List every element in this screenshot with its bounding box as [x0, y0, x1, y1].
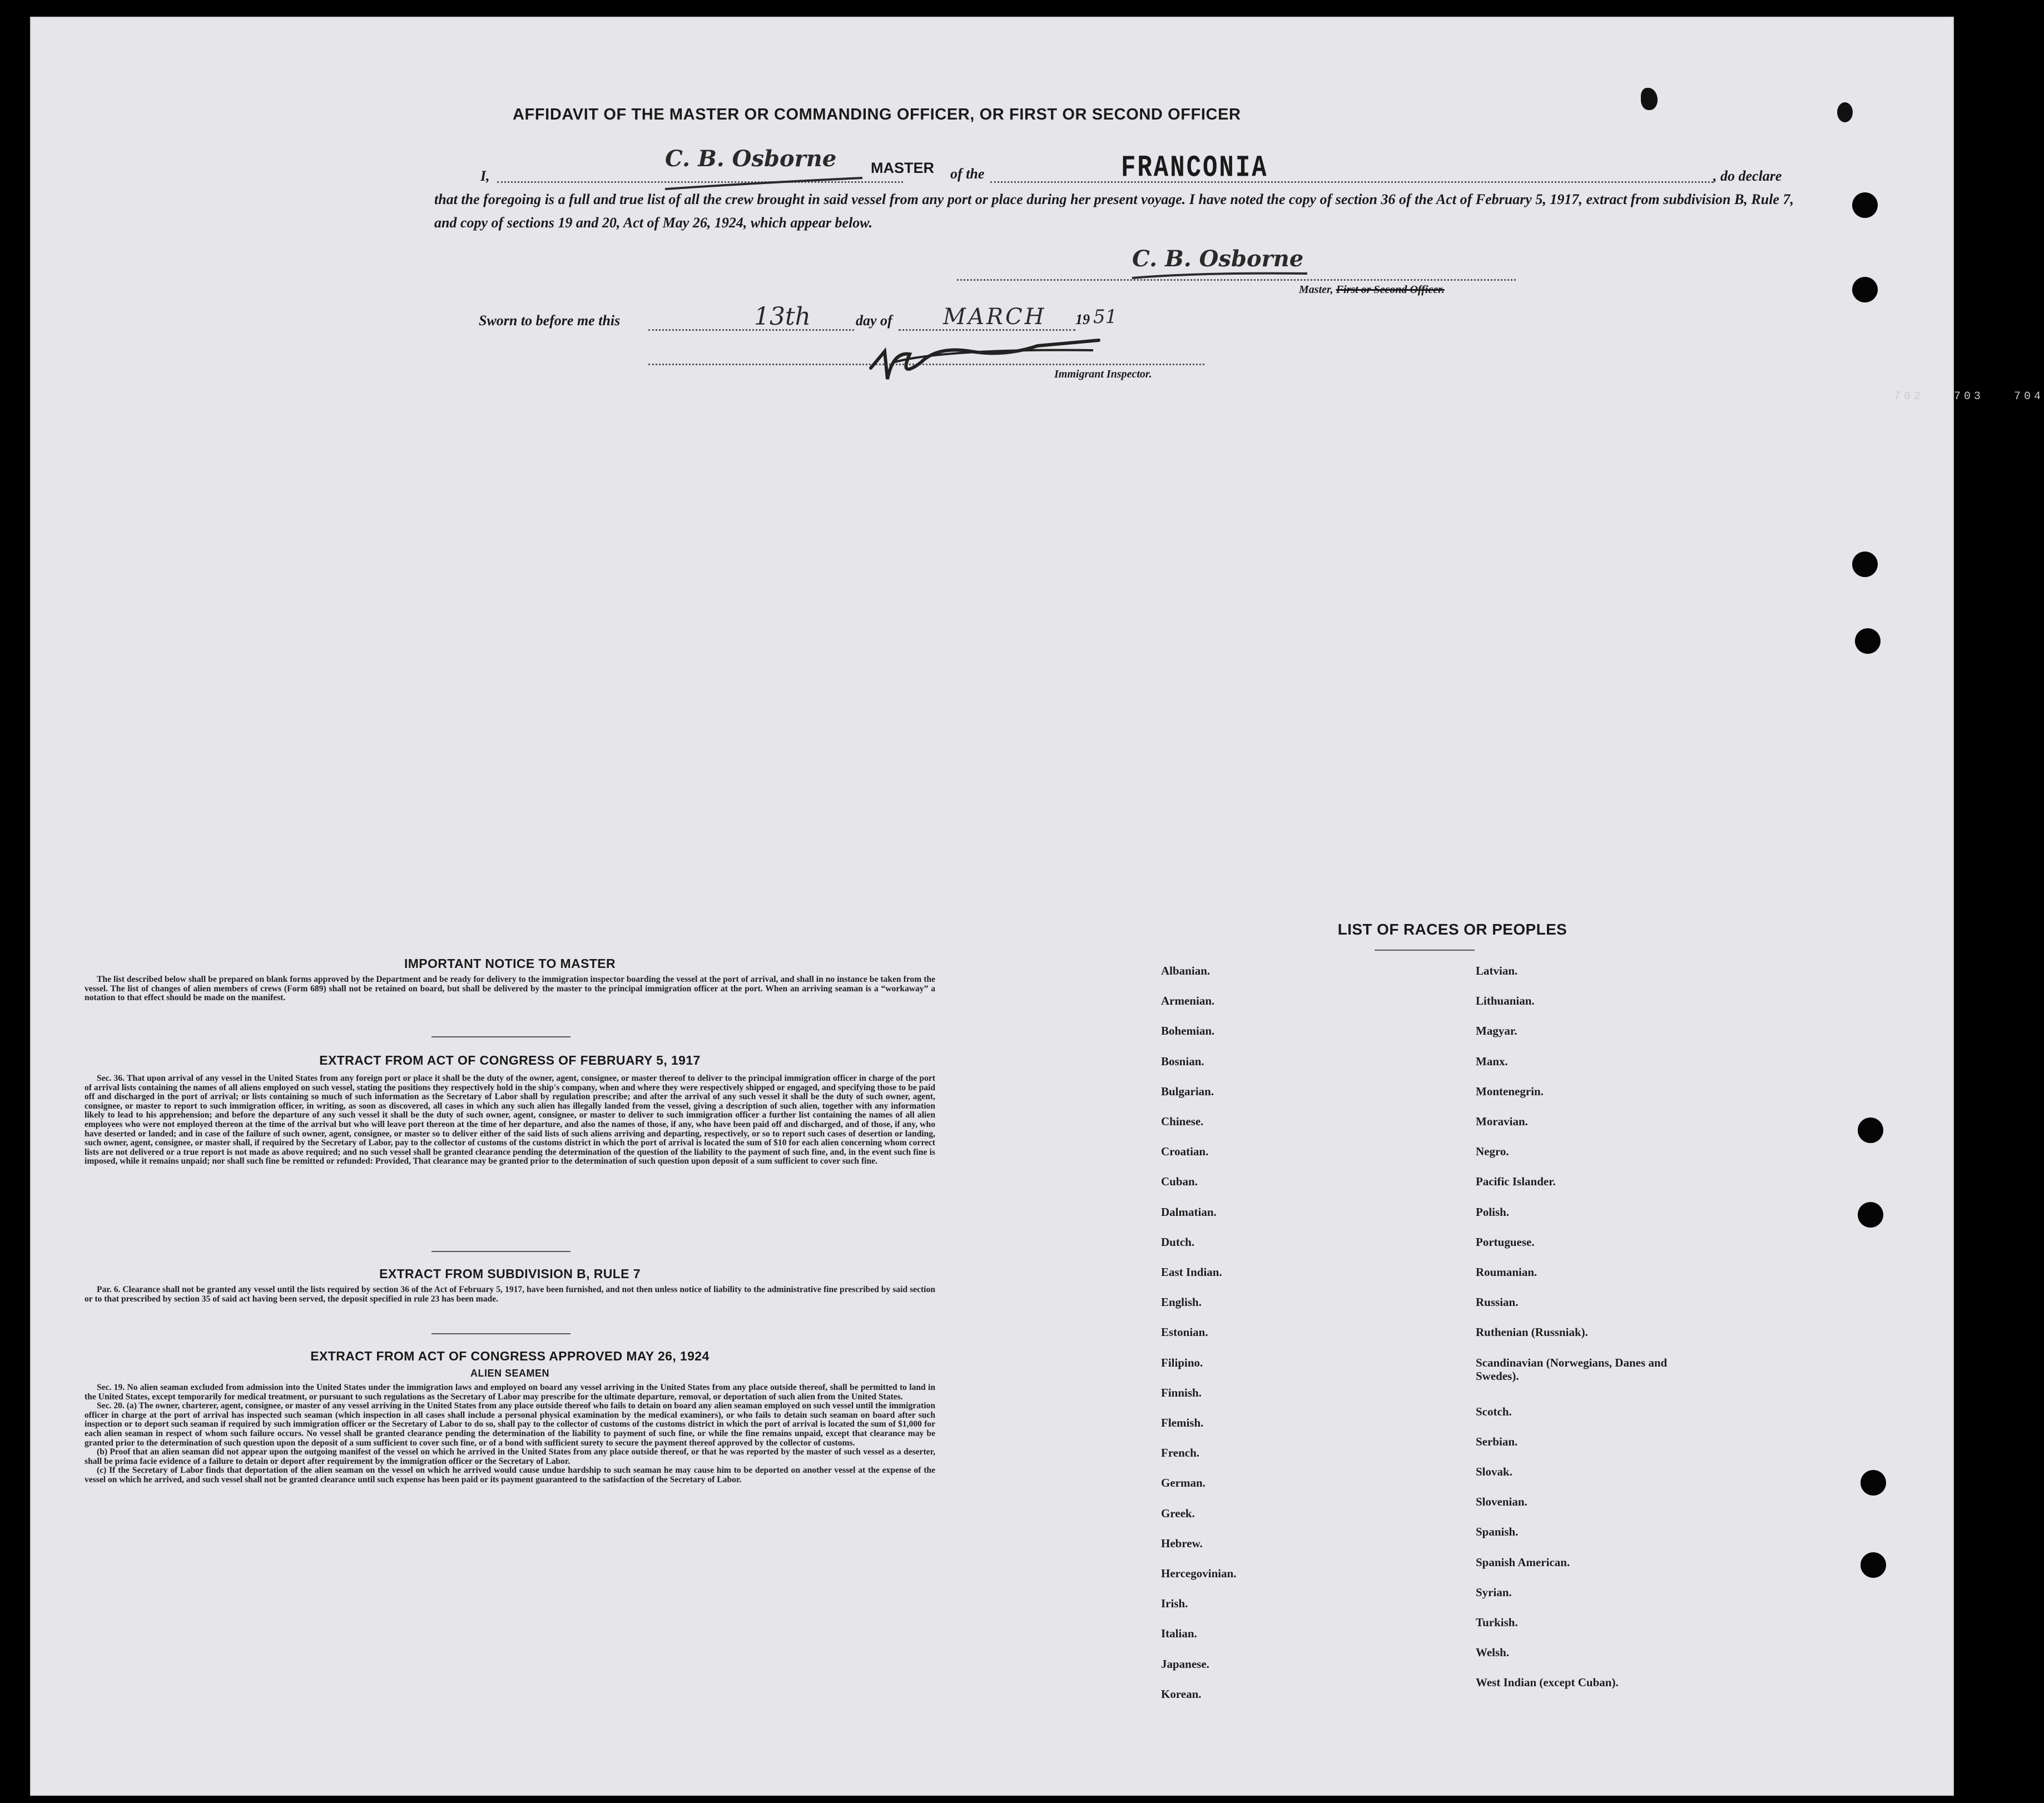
race-item: Croatian.: [1161, 1145, 1209, 1159]
binder-hole: [1858, 1202, 1883, 1228]
vessel-name-typed: FRANCONIA: [1121, 151, 1268, 186]
declaration-text: that the foregoing is a full and true list of all the crew brought in said vessel from any port or place during her present voyage. I have noted the copy of section 36 of the Act of February 5, 1917, extract from subdivision B, Rule 7, and copy of sections 19 and 20, Act of May 26, 1924, which appear below.: [434, 191, 1794, 231]
master-caption: [1299, 284, 1445, 296]
section-20a-paragraph: Sec. 20. (a) The owner, charterer, agent, consignee, or master of any vessel arriving in the United States from any place outside thereof who fails to detain on board any alien seaman employed on such vessel until the immigration officer in charge at the port of arrival has inspected such seaman (which inspection in all cases shall include a personal physical examination by the medical examiners), or who fails to detain such seaman on board after such inspection or to deport such seaman if required by such immigration officer or the Secretary of Labor to do so, shall pay to the collector of customs of the customs district in which the port of arrival is located the sum of $1,000 for each alien seaman in respect of whom such failure occurs. No vessel shall be granted clearance pending the determination of the liability to payment of such fine, or while the fine remains unpaid, except that clearance may be granted prior to the determination of such question upon the deposit of a sum sufficient to cover such fine, or of a bond with sufficient surety to secure the payment thereof approved by the collector of customs.: [85, 1401, 935, 1448]
race-item: Flemish.: [1161, 1416, 1204, 1429]
notice-title: IMPORTANT NOTICE TO MASTER: [404, 956, 616, 971]
race-item: Slovenian.: [1476, 1495, 1527, 1509]
race-item: Latvian.: [1476, 964, 1518, 977]
binder-hole: [1852, 277, 1878, 302]
race-item: Montenegrin.: [1476, 1084, 1544, 1098]
sworn-day-handwritten: 13th: [754, 302, 811, 331]
notice-body: [85, 975, 935, 1003]
race-item: Albanian.: [1161, 964, 1210, 977]
race-item: Spanish.: [1476, 1525, 1519, 1539]
race-item: Magyar.: [1476, 1024, 1517, 1038]
race-item: Polish.: [1476, 1205, 1510, 1219]
race-item: Russian.: [1476, 1295, 1519, 1309]
race-item: Pacific Islander.: [1476, 1175, 1556, 1189]
race-item: Syrian.: [1476, 1585, 1512, 1599]
race-item: Armenian.: [1161, 994, 1215, 1008]
i-label: I,: [480, 168, 490, 184]
binder-hole: [1861, 1552, 1886, 1578]
year-printed: 19: [1075, 311, 1090, 327]
section-20c-paragraph: (c) If the Secretary of Labor finds that deportation of the alien seaman on the vessel on which he arrived would cause undue hardship to such seaman he may cause him to be deported on another vessel at the expense of the vessel on which he arrived, and such vessel shall not be granted clearance until such expense has been paid or its payment guaranteed to the satisfaction of the Secretary of Labor.: [85, 1466, 935, 1484]
paragraph-6: Par. 6. Clearance shall not be granted any vessel until the lists required by section 36 of the Act of February 5, 1917, have been furnished, and not then unless notice of liability to the administrative fine prescribed by said section or to that prescribed by section 35 of said act having been served, the deposit specified in rule 23 has been made.: [85, 1285, 935, 1304]
binder-hole: [1852, 552, 1878, 577]
master-keyword: MASTER: [871, 160, 934, 176]
race-item: Estonian.: [1161, 1325, 1208, 1339]
extract-1924-title: EXTRACT FROM ACT OF CONGRESS APPROVED MAY 26, 1924: [310, 1349, 710, 1363]
race-item: Negro.: [1476, 1145, 1509, 1159]
extract-1917-title: EXTRACT FROM ACT OF CONGRESS OF FEBRUARY 5, 1917: [319, 1053, 701, 1067]
divider: [431, 1036, 570, 1037]
race-item: Roumanian.: [1476, 1265, 1537, 1279]
extract-rule7-title: EXTRACT FROM SUBDIVISION B, RULE 7: [379, 1266, 641, 1281]
alien-seamen-subtitle: ALIEN SEAMEN: [470, 1368, 549, 1379]
race-item: West Indian (except Cuban).: [1476, 1676, 1619, 1690]
race-item: Filipino.: [1161, 1355, 1203, 1369]
race-item: Lithuanian.: [1476, 994, 1535, 1008]
race-item: Serbian.: [1476, 1434, 1518, 1448]
race-item: Moravian.: [1476, 1115, 1528, 1128]
race-item: Italian.: [1161, 1627, 1197, 1641]
affidavit-title: AFFIDAVIT OF THE MASTER OR COMMANDING OFFICER, OR FIRST OR SECOND OFFICER: [513, 106, 1241, 123]
race-item: Greek.: [1161, 1506, 1195, 1520]
race-item: Dalmatian.: [1161, 1205, 1217, 1219]
binder-hole: [1852, 192, 1878, 218]
master-caption-text: Master,: [1299, 284, 1333, 296]
extract-1917-body: [85, 1074, 935, 1166]
notice-paragraph: The list described below shall be prepared on blank forms approved by the Department and be ready for delivery to the immigration inspector boarding the vessel at the port of arrival, and shall in no instance be taken from the vessel. The list of changes of alien members of crews (Form 689) shall not be retained on board, but shall be delivered by the master to the principal immigration officer at the port. When an arriving seaman is a “workaway” a notation to that effect should be made on the manifest.: [85, 975, 935, 1003]
race-item: Welsh.: [1476, 1646, 1510, 1660]
inspector-caption: Immigrant Inspector.: [1054, 368, 1152, 380]
race-item: East Indian.: [1161, 1265, 1222, 1279]
section-20b-paragraph: (b) Proof that an alien seaman did not appear upon the outgoing manifest of the vessel on which he arrived in the United States from any place outside thereof, or that he was reported by the master of such vessel as a deserter, shall be prima facie evidence of a failure to detain or deport after requirement by the immigration officer or the Secretary of Labor.: [85, 1447, 935, 1466]
race-item: Dutch.: [1161, 1235, 1195, 1249]
race-item: Ruthenian (Russniak).: [1476, 1325, 1588, 1339]
year-handwritten: 51: [1093, 306, 1118, 328]
binder-hole: [1855, 628, 1881, 654]
race-item: Spanish American.: [1476, 1555, 1570, 1569]
inspector-signature-mark: [860, 329, 1104, 390]
race-item: French.: [1161, 1446, 1200, 1460]
race-item: English.: [1161, 1295, 1202, 1309]
binder-hole: [1858, 1117, 1883, 1143]
race-item: Turkish.: [1476, 1616, 1518, 1629]
race-item: Finnish.: [1161, 1385, 1202, 1399]
extract-rule7-body: [85, 1285, 935, 1304]
race-item: German.: [1161, 1476, 1205, 1490]
race-item: Korean.: [1161, 1687, 1202, 1701]
extract-1924-body: [85, 1383, 935, 1485]
race-item: Portuguese.: [1476, 1235, 1535, 1249]
ink-blot: [1641, 88, 1658, 110]
do-declare-label: , do declare: [1713, 168, 1782, 184]
master-signature: C. B. Osborne: [1132, 246, 1304, 272]
day-of-label: day of: [856, 312, 892, 329]
race-item: Manx.: [1476, 1054, 1508, 1068]
of-the-label: of the: [950, 166, 985, 182]
vessel-line: [990, 181, 1713, 183]
master-name-handwritten: C. B. Osborne: [665, 146, 837, 172]
race-item: Cuban.: [1161, 1175, 1198, 1189]
race-item: Hercegovinian.: [1161, 1567, 1237, 1580]
struck-officer-caption: First or Second Officer.: [1336, 284, 1445, 296]
bleed-through-text: 702 703 704: [1894, 390, 2044, 403]
race-item: Bulgarian.: [1161, 1084, 1214, 1098]
races-title: LIST OF RACES OR PEOPLES: [1337, 921, 1567, 938]
sworn-month-handwritten: MARCH: [943, 304, 1046, 330]
binder-hole: [1861, 1470, 1886, 1496]
race-item: Slovak.: [1476, 1465, 1512, 1478]
race-item: Chinese.: [1161, 1115, 1204, 1128]
sworn-label: Sworn to before me this: [479, 312, 621, 329]
signature-flourish: [1129, 262, 1313, 285]
race-item: Japanese.: [1161, 1657, 1209, 1671]
ink-blot: [1837, 102, 1853, 122]
race-item: Scandinavian (Norwegians, Danes and Swedes).: [1476, 1355, 1668, 1383]
races-title-underline: [1375, 950, 1475, 951]
race-item: Hebrew.: [1161, 1536, 1203, 1550]
divider: [431, 1333, 570, 1334]
race-item: Irish.: [1161, 1597, 1188, 1611]
document-page: [30, 17, 2044, 1796]
divider: [431, 1251, 570, 1252]
race-item: Bosnian.: [1161, 1054, 1204, 1068]
race-item: Bohemian.: [1161, 1024, 1215, 1038]
inspector-signature: [890, 341, 914, 347]
section-19-paragraph: Sec. 19. No alien seaman excluded from admission into the United States under the immigration laws and employed on board any vessel arriving in the United States from any place outside thereof, shall be permitted to land in the United States, except temporarily for medical treatment, or pursuant to such regulations as the Secretary of Labor may prescribe for the ultimate departure, removal, or deportation of such alien from the United States.: [85, 1383, 935, 1402]
section-36-paragraph: Sec. 36. That upon arrival of any vessel in the United States from any foreign port or place it shall be the duty of the owner, agent, consignee, or master thereof to deliver to the principal immigration officer in charge of the port of arrival lists containing the names of all aliens employed on such vessel, stating the positions they respectively hold in the ship's company, when and where they were respectively shipped or engaged, and specifying those to be paid off and discharged in the port of arrival; or lists containing so much of such information as the Secretary of Labor shall by regulation prescribe; and after the arrival of any such vessel it shall be the duty of such owner, agent, consignee, or master to report to such immigration officer, in writing, as soon as discovered, all cases in which any such alien has illegally landed from the vessel, giving a description of such alien, together with any information likely to lead to his apprehension; and before the departure of any such vessel it shall be the duty of such owner, agent, consignee, or master to deliver to such immigration officer a further list containing the names of all alien employees who were not employed thereon at the time of the arrival but who will leave port thereon at the time of her departure, and also the names of those, if any, who have been paid off and discharged, and of those, if any, who have deserted or landed; and in case of the failure of such owner, agent, consignee, or master so to deliver either of the said lists of such aliens arriving and departing, respectively, or so to report such cases of desertion or landing, such owner, agent, consignee, or master shall, if required by the Secretary of Labor, pay to the collector of customs of the customs district in which the port of arrival is located the sum of $10 for each alien concerning whom correct lists are not delivered or a true report is not made as above required; and no such vessel shall be granted clearance pending the determination of the question of the liability to the payment of such fine, and, in the event such fine is imposed, while it remains unpaid; nor shall such fine be remitted or refunded: Provided, That clearance may be granted prior to the determination of such question upon deposit of a sum sufficient to cover such fine.: [85, 1074, 935, 1166]
race-item: Scotch.: [1476, 1404, 1512, 1418]
sworn-day-line: [648, 329, 854, 331]
